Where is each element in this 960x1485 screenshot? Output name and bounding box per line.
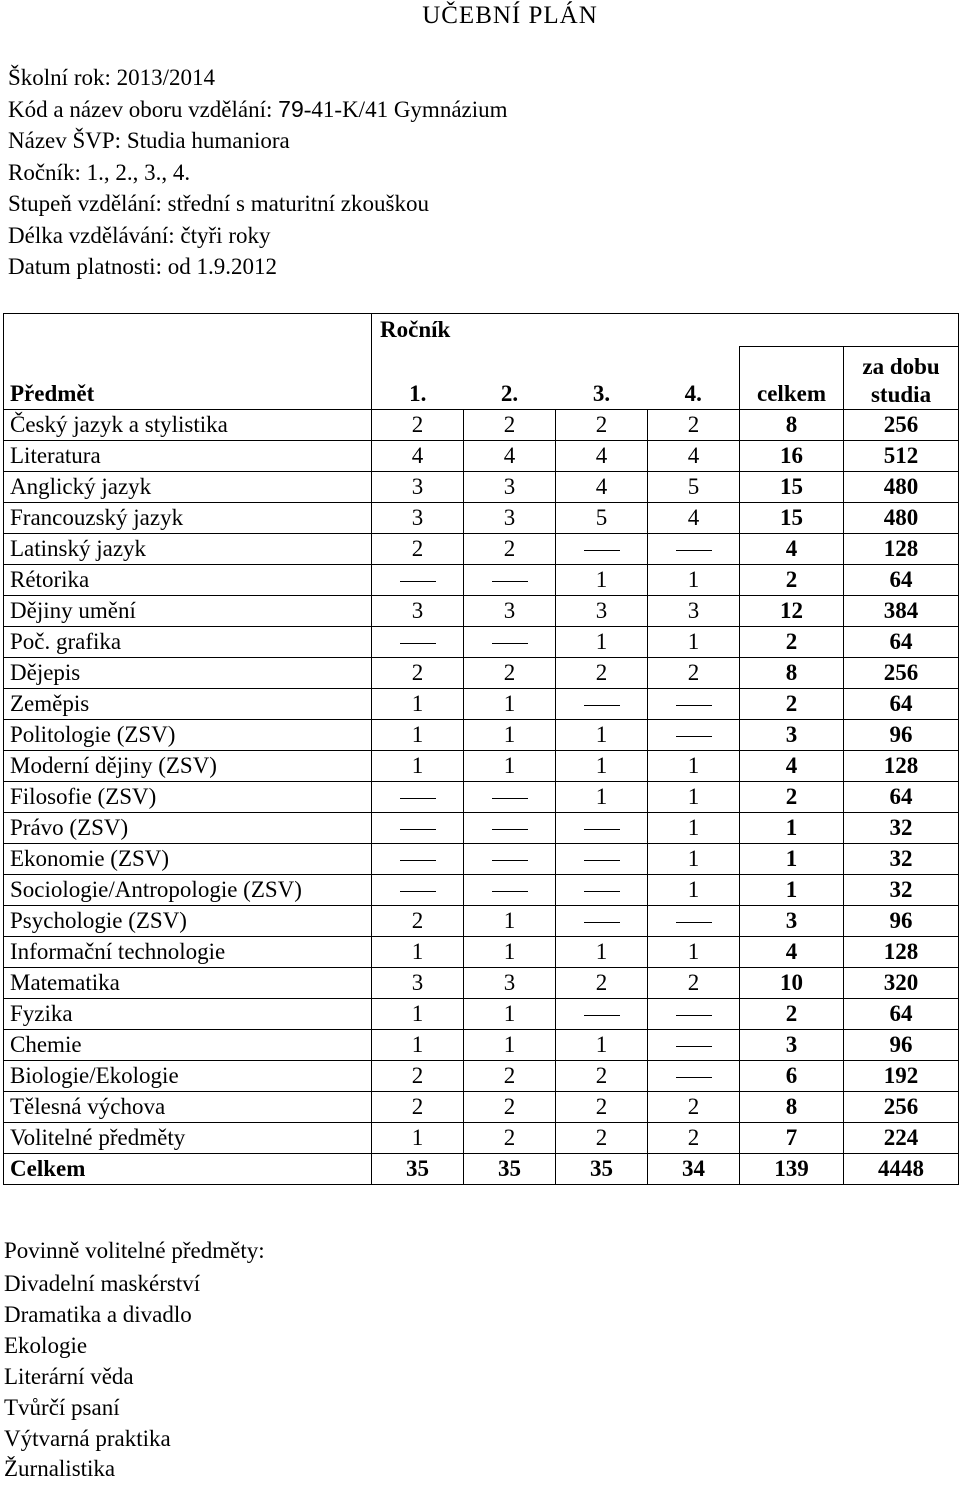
electives-list xyxy=(4,1269,200,1485)
table-row xyxy=(4,906,959,937)
weekly-total: 6 xyxy=(740,1061,844,1092)
table-row xyxy=(4,720,959,751)
year-3-hours: 1 xyxy=(556,782,648,813)
year-2-hours: 1 xyxy=(464,999,556,1030)
year-3-hours: 1 xyxy=(556,937,648,968)
year-1-hours: 1 xyxy=(372,1030,464,1061)
weekly-total: 12 xyxy=(740,596,844,627)
subject-name: Latinský jazyk xyxy=(4,534,372,565)
study-total: 128 xyxy=(844,937,959,968)
table-header-row-1 xyxy=(4,314,959,347)
year-1-hours: 3 xyxy=(372,968,464,999)
table-row xyxy=(4,689,959,720)
year-3-hours xyxy=(556,813,648,844)
table-row xyxy=(4,1061,959,1092)
valid-from: Datum platnosti: od 1.9.2012 xyxy=(8,254,277,279)
weekly-total: 10 xyxy=(740,968,844,999)
year-2-hours xyxy=(464,813,556,844)
subject-name: Anglický jazyk xyxy=(4,472,372,503)
field-code-rest: -41-K/41 Gymnázium xyxy=(303,96,508,122)
year-1-hours: 3 xyxy=(372,472,464,503)
education-duration: Délka vzdělávání: čtyři roky xyxy=(8,222,271,248)
study-total: 384 xyxy=(844,596,959,627)
year-3-hours: 1 xyxy=(556,751,648,782)
study-total: 64 xyxy=(844,565,959,596)
table-row xyxy=(4,813,959,844)
dash-mark xyxy=(584,705,620,706)
year-1-hours xyxy=(372,875,464,906)
year-2-hours xyxy=(464,875,556,906)
table-row xyxy=(4,751,959,782)
dash-mark xyxy=(584,550,620,551)
year-3-hours: 2 xyxy=(556,1092,648,1123)
study-total: 96 xyxy=(844,906,959,937)
study-total: 32 xyxy=(844,875,959,906)
subject-name: Matematika xyxy=(4,968,372,999)
table-row xyxy=(4,565,959,596)
subject-name: Tělesná výchova xyxy=(4,1092,372,1123)
year-2-hours: 1 xyxy=(464,689,556,720)
year-2-hours xyxy=(464,844,556,875)
elective-item: Žurnalistika xyxy=(4,1456,116,1482)
year-1-hours: 3 xyxy=(372,596,464,627)
dash-mark xyxy=(492,891,528,892)
table-row xyxy=(4,1030,959,1061)
dash-mark xyxy=(584,891,620,892)
year-3-hours: 1 xyxy=(556,627,648,658)
year-2-hours: 2 xyxy=(464,1092,556,1123)
table-row xyxy=(4,472,959,503)
table-row xyxy=(4,999,959,1030)
study-total: 480 xyxy=(844,472,959,503)
year-2-hours: 2 xyxy=(464,1061,556,1092)
year-4-hours xyxy=(648,534,740,565)
year-4-hours: 34 xyxy=(648,1154,740,1185)
year-2-hours: 2 xyxy=(464,410,556,441)
subject-name: Psychologie (ZSV) xyxy=(4,906,372,937)
elective-item: Divadelní maskérství xyxy=(4,1271,201,1296)
year-4-hours: 1 xyxy=(648,875,740,906)
study-total: 64 xyxy=(844,689,959,720)
year-3-hours: 3 xyxy=(556,596,648,627)
dash-mark xyxy=(492,860,528,861)
year-3-hours: 2 xyxy=(556,658,648,689)
year-1-hours: 2 xyxy=(372,410,464,441)
study-total: 128 xyxy=(844,751,959,782)
study-total: 256 xyxy=(844,658,959,689)
study-total: 96 xyxy=(844,1030,959,1061)
year-2-hours: 1 xyxy=(464,1030,556,1061)
year-1-hours: 2 xyxy=(372,534,464,565)
dash-mark xyxy=(676,1015,712,1016)
study-total: 128 xyxy=(844,534,959,565)
weekly-total: 2 xyxy=(740,782,844,813)
year-1-hours: 2 xyxy=(372,906,464,937)
year-1-hours: 3 xyxy=(372,503,464,534)
weekly-total: 4 xyxy=(740,937,844,968)
header-subject: Předmět xyxy=(4,347,372,410)
subject-name: Poč. grafika xyxy=(4,627,372,658)
header-rocnik: Ročník xyxy=(372,314,959,347)
weekly-total: 8 xyxy=(740,1092,844,1123)
year-2-hours: 3 xyxy=(464,472,556,503)
year-3-hours: 2 xyxy=(556,410,648,441)
school-year: Školní rok: 2013/2014 xyxy=(8,65,216,90)
subject-name: Chemie xyxy=(4,1030,372,1061)
table-row xyxy=(4,1092,959,1123)
study-total: 64 xyxy=(844,999,959,1030)
year-1-hours: 1 xyxy=(372,689,464,720)
year-2-hours: 4 xyxy=(464,441,556,472)
elective-item: Ekologie xyxy=(4,1332,88,1358)
subject-name: Francouzský jazyk xyxy=(4,503,372,534)
year-4-hours: 2 xyxy=(648,1092,740,1123)
study-total: 480 xyxy=(844,503,959,534)
year-2-hours: 1 xyxy=(464,937,556,968)
year-2-hours: 2 xyxy=(464,1123,556,1154)
curriculum-table xyxy=(3,313,959,1185)
year-3-hours: 2 xyxy=(556,1123,648,1154)
weekly-total: 3 xyxy=(740,906,844,937)
year-4-hours: 4 xyxy=(648,441,740,472)
year-3-hours xyxy=(556,906,648,937)
year-3-hours: 4 xyxy=(556,472,648,503)
year-2-hours xyxy=(464,627,556,658)
year-3-hours: 1 xyxy=(556,565,648,596)
year-1-hours: 1 xyxy=(372,937,464,968)
year-2-hours: 3 xyxy=(464,503,556,534)
table-row xyxy=(4,503,959,534)
dash-mark xyxy=(492,581,528,582)
year-3-hours: 2 xyxy=(556,1061,648,1092)
table-total-row xyxy=(4,1154,959,1185)
subject-name: Ekonomie (ZSV) xyxy=(4,844,372,875)
year-4-hours xyxy=(648,906,740,937)
subject-name: Literatura xyxy=(4,441,372,472)
year-4-hours: 4 xyxy=(648,503,740,534)
study-total: 64 xyxy=(844,782,959,813)
field-label: Kód a název oboru vzdělání: xyxy=(8,96,279,122)
header-total: celkem xyxy=(740,347,844,410)
table-row xyxy=(4,844,959,875)
year-4-hours: 2 xyxy=(648,1123,740,1154)
subject-name: Sociologie/Antropologie (ZSV) xyxy=(4,875,372,906)
year-3-hours: 1 xyxy=(556,720,648,751)
header-year-4: 4. xyxy=(648,347,740,410)
study-total: 224 xyxy=(844,1123,959,1154)
year-1-hours: 2 xyxy=(372,658,464,689)
year-2-hours xyxy=(464,782,556,813)
table-row xyxy=(4,441,959,472)
subject-name: Filosofie (ZSV) xyxy=(4,782,372,813)
year-1-hours: 35 xyxy=(372,1154,464,1185)
year-4-hours: 2 xyxy=(648,410,740,441)
year-4-hours: 3 xyxy=(648,596,740,627)
year-3-hours: 1 xyxy=(556,1030,648,1061)
page-title: UČEBNÍ PLÁN xyxy=(422,2,598,29)
weekly-total: 8 xyxy=(740,658,844,689)
weekly-total: 15 xyxy=(740,472,844,503)
dash-mark xyxy=(400,643,436,644)
year-4-hours xyxy=(648,1061,740,1092)
year-1-hours: 1 xyxy=(372,751,464,782)
study-total: 256 xyxy=(844,1092,959,1123)
field-code: 79 xyxy=(278,95,304,122)
table-row xyxy=(4,658,959,689)
year-1-hours: 2 xyxy=(372,1092,464,1123)
weekly-total: 2 xyxy=(740,565,844,596)
year-1-hours: 4 xyxy=(372,441,464,472)
weekly-total: 2 xyxy=(740,689,844,720)
year-4-hours: 2 xyxy=(648,658,740,689)
subject-name: Moderní dějiny (ZSV) xyxy=(4,751,372,782)
table-row xyxy=(4,596,959,627)
subject-name: Volitelné předměty xyxy=(4,1123,372,1154)
weekly-total: 2 xyxy=(740,999,844,1030)
year-3-hours: 4 xyxy=(556,441,648,472)
year-3-hours: 5 xyxy=(556,503,648,534)
year-1-hours xyxy=(372,844,464,875)
year-2-hours: 2 xyxy=(464,534,556,565)
dash-mark xyxy=(492,829,528,830)
dash-mark xyxy=(676,1077,712,1078)
subject-name: Rétorika xyxy=(4,565,372,596)
dash-mark xyxy=(676,1046,712,1047)
year-1-hours xyxy=(372,782,464,813)
subject-name: Zeměpis xyxy=(4,689,372,720)
year-2-hours: 3 xyxy=(464,968,556,999)
year-4-hours: 1 xyxy=(648,813,740,844)
table-row xyxy=(4,627,959,658)
study-total: 320 xyxy=(844,968,959,999)
study-total: 512 xyxy=(844,441,959,472)
weekly-total: 139 xyxy=(740,1154,844,1185)
year-3-hours: 35 xyxy=(556,1154,648,1185)
year-2-hours: 1 xyxy=(464,720,556,751)
subject-name: Biologie/Ekologie xyxy=(4,1061,372,1092)
table-row xyxy=(4,534,959,565)
year-1-hours: 1 xyxy=(372,720,464,751)
subject-name: Právo (ZSV) xyxy=(4,813,372,844)
svp-name: Název ŠVP: Studia humaniora xyxy=(8,128,290,153)
subject-name: Fyzika xyxy=(4,999,372,1030)
year-4-hours xyxy=(648,720,740,751)
year-4-hours: 2 xyxy=(648,968,740,999)
dash-mark xyxy=(584,860,620,861)
dash-mark xyxy=(584,922,620,923)
year-3-hours xyxy=(556,689,648,720)
weekly-total: 7 xyxy=(740,1123,844,1154)
weekly-total: 8 xyxy=(740,410,844,441)
dash-mark xyxy=(584,829,620,830)
electives-title: Povinně volitelné předměty: xyxy=(4,1238,265,1263)
weekly-total: 1 xyxy=(740,813,844,844)
grades: Ročník: 1., 2., 3., 4. xyxy=(8,159,191,185)
year-4-hours xyxy=(648,689,740,720)
weekly-total: 16 xyxy=(740,441,844,472)
dash-mark xyxy=(676,922,712,923)
weekly-total: 1 xyxy=(740,844,844,875)
weekly-total: 1 xyxy=(740,875,844,906)
year-2-hours xyxy=(464,565,556,596)
table-row xyxy=(4,968,959,999)
table-header-row-2 xyxy=(4,347,959,410)
year-2-hours: 1 xyxy=(464,906,556,937)
subject-name: Dějepis xyxy=(4,658,372,689)
year-3-hours xyxy=(556,844,648,875)
year-2-hours: 35 xyxy=(464,1154,556,1185)
year-3-hours xyxy=(556,875,648,906)
elective-item: Literární věda xyxy=(4,1363,134,1389)
dash-mark xyxy=(400,891,436,892)
year-3-hours: 2 xyxy=(556,968,648,999)
study-total: 32 xyxy=(844,844,959,875)
table-row xyxy=(4,875,959,906)
study-total: 192 xyxy=(844,1061,959,1092)
plan-metadata xyxy=(8,62,508,283)
subject-name: Dějiny umění xyxy=(4,596,372,627)
dash-mark xyxy=(676,736,712,737)
year-3-hours xyxy=(556,534,648,565)
year-4-hours: 1 xyxy=(648,844,740,875)
dash-mark xyxy=(676,550,712,551)
header-study-line1: za dobu xyxy=(862,354,940,379)
weekly-total: 15 xyxy=(740,503,844,534)
year-4-hours: 5 xyxy=(648,472,740,503)
field-of-study xyxy=(8,94,508,126)
year-4-hours xyxy=(648,999,740,1030)
table-row xyxy=(4,410,959,441)
dash-mark xyxy=(400,798,436,799)
year-2-hours: 2 xyxy=(464,658,556,689)
dash-mark xyxy=(492,798,528,799)
header-year-1: 1. xyxy=(372,347,464,410)
header-empty xyxy=(4,314,372,347)
total-label: Celkem xyxy=(4,1154,372,1185)
year-1-hours xyxy=(372,813,464,844)
year-2-hours: 1 xyxy=(464,751,556,782)
year-4-hours: 1 xyxy=(648,751,740,782)
table-row xyxy=(4,782,959,813)
study-total: 4448 xyxy=(844,1154,959,1185)
year-4-hours: 1 xyxy=(648,627,740,658)
subject-name: Český jazyk a stylistika xyxy=(4,410,372,441)
elective-item: Výtvarná praktika xyxy=(4,1425,171,1451)
year-1-hours: 2 xyxy=(372,1061,464,1092)
elective-item: Dramatika a divadlo xyxy=(4,1301,192,1327)
header-study-line2: studia xyxy=(870,382,932,407)
study-total: 32 xyxy=(844,813,959,844)
dash-mark xyxy=(400,829,436,830)
study-total: 96 xyxy=(844,720,959,751)
year-1-hours xyxy=(372,627,464,658)
table-row xyxy=(4,937,959,968)
year-1-hours: 1 xyxy=(372,999,464,1030)
weekly-total: 3 xyxy=(740,1030,844,1061)
subject-name: Politologie (ZSV) xyxy=(4,720,372,751)
dash-mark xyxy=(676,705,712,706)
weekly-total: 3 xyxy=(740,720,844,751)
subject-name: Informační technologie xyxy=(4,937,372,968)
study-total: 64 xyxy=(844,627,959,658)
dash-mark xyxy=(492,643,528,644)
year-1-hours xyxy=(372,565,464,596)
year-1-hours: 1 xyxy=(372,1123,464,1154)
dash-mark xyxy=(400,581,436,582)
dash-mark xyxy=(400,860,436,861)
year-3-hours xyxy=(556,999,648,1030)
table-row xyxy=(4,1123,959,1154)
study-total: 256 xyxy=(844,410,959,441)
year-4-hours: 1 xyxy=(648,937,740,968)
header-study xyxy=(844,347,959,410)
dash-mark xyxy=(584,1015,620,1016)
education-level: Stupeň vzdělání: střední s maturitní zkouškou xyxy=(8,191,429,216)
header-year-2: 2. xyxy=(464,347,556,410)
weekly-total: 4 xyxy=(740,751,844,782)
year-2-hours: 3 xyxy=(464,596,556,627)
weekly-total: 4 xyxy=(740,534,844,565)
weekly-total: 2 xyxy=(740,627,844,658)
year-4-hours xyxy=(648,1030,740,1061)
header-year-3: 3. xyxy=(556,347,648,410)
year-4-hours: 1 xyxy=(648,782,740,813)
year-4-hours: 1 xyxy=(648,565,740,596)
elective-item: Tvůrčí psaní xyxy=(4,1394,120,1420)
